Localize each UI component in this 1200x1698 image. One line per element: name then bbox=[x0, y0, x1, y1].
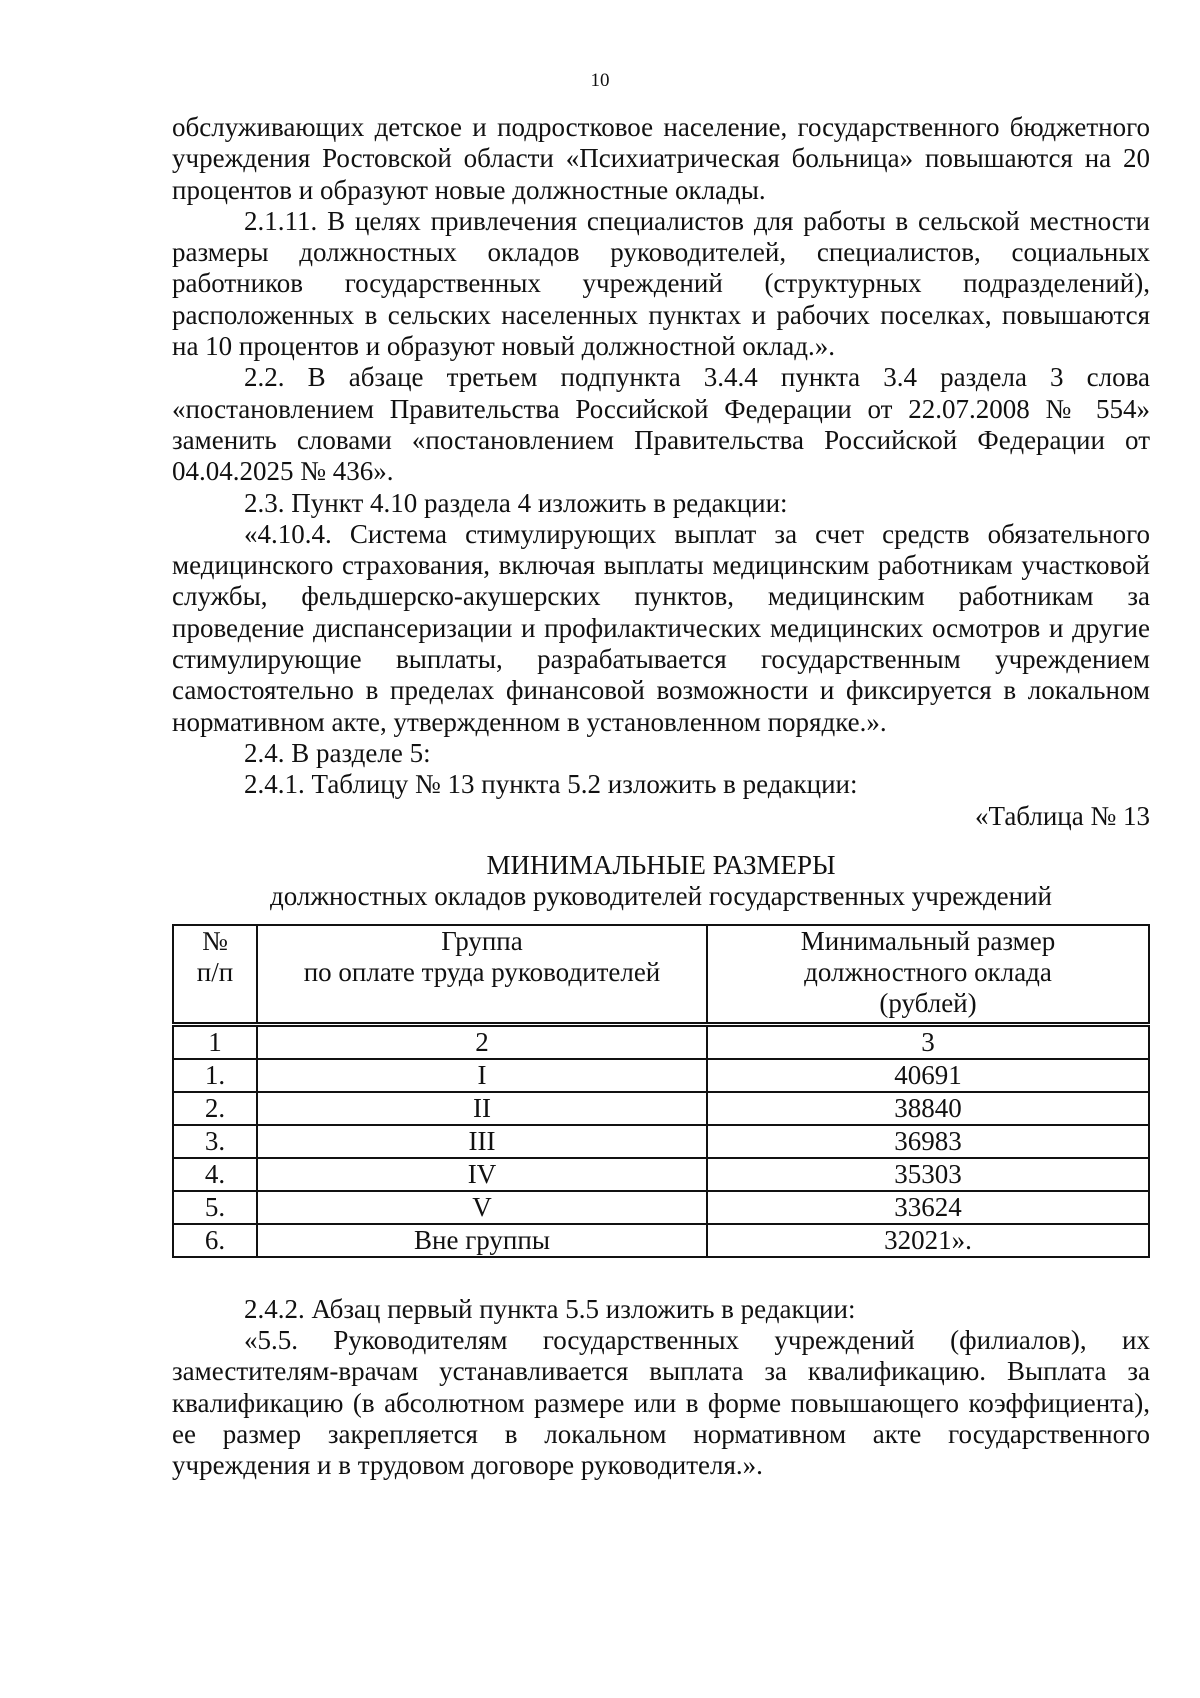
row-group: IV bbox=[257, 1158, 707, 1191]
paragraph: 2.3. Пункт 4.10 раздела 4 изложить в редакции: bbox=[244, 487, 788, 518]
salary-table bbox=[172, 924, 1150, 1258]
row-number: 2. bbox=[173, 1092, 257, 1125]
header-cell-number: № п/п bbox=[173, 925, 257, 1025]
row-group: I bbox=[257, 1059, 707, 1092]
paragraph: 2.2. В абзаце третьем подпункта 3.4.4 пункта 3.4 раздела 3 слова «постановлением Правительства Российской Федерации от 22.07.2008 № 554» заменить словами «постановлением Правительства Российской Федерации от 04.04.2025 № 436». bbox=[172, 362, 1150, 487]
row-salary: 33624 bbox=[707, 1191, 1149, 1224]
table-row bbox=[173, 1158, 1149, 1191]
header-cell-salary: Минимальный размер должностного оклада (рублей) bbox=[707, 925, 1149, 1025]
row-salary: 32021». bbox=[707, 1224, 1149, 1257]
table-row bbox=[173, 1224, 1149, 1257]
row-group: Вне группы bbox=[257, 1224, 707, 1257]
paragraph: обслуживающих детское и подростковое население, государственного бюджетного учреждения Ростовской области «Психиатрическая больница» повышаются на 20 процентов и образуют новые должностные оклады. bbox=[172, 112, 1150, 205]
table-row bbox=[173, 1059, 1149, 1092]
row-salary: 35303 bbox=[707, 1158, 1149, 1191]
document-body bbox=[172, 112, 1150, 1482]
row-salary: 40691 bbox=[707, 1059, 1149, 1092]
page-number: 10 bbox=[590, 70, 610, 91]
table-title: МИНИМАЛЬНЫЕ РАЗМЕРЫ bbox=[486, 849, 836, 880]
table-header-row bbox=[173, 925, 1149, 1025]
row-group: II bbox=[257, 1092, 707, 1125]
table-row bbox=[173, 1191, 1149, 1224]
table-row bbox=[173, 1125, 1149, 1158]
row-number: 3. bbox=[173, 1125, 257, 1158]
row-salary: 38840 bbox=[707, 1092, 1149, 1125]
row-salary: 36983 bbox=[707, 1125, 1149, 1158]
row-number: 5. bbox=[173, 1191, 257, 1224]
row-number: 6. bbox=[173, 1224, 257, 1257]
paragraph: «5.5. Руководителям государственных учреждений (филиалов), их заместителям-врачам устанавливается выплата за квалификацию. Выплата за квалификацию (в абсолютном размере или в форме повышающего коэффициента), ее размер закрепляется в локальном нормативном акте государственного учреждения и в трудовом договоре руководителя.». bbox=[172, 1325, 1150, 1481]
row-group: V bbox=[257, 1191, 707, 1224]
paragraph: 2.4. В разделе 5: bbox=[244, 737, 431, 768]
column-number-cell: 1 bbox=[173, 1024, 257, 1059]
row-number: 4. bbox=[173, 1158, 257, 1191]
column-number-row bbox=[173, 1024, 1149, 1059]
column-number-cell: 2 bbox=[257, 1024, 707, 1059]
header-cell-group: Группа по оплате труда руководителей bbox=[257, 925, 707, 1025]
paragraph: 2.4.2. Абзац первый пункта 5.5 изложить в редакции: bbox=[244, 1293, 856, 1324]
row-number: 1. bbox=[173, 1059, 257, 1092]
row-group: III bbox=[257, 1125, 707, 1158]
paragraph: «4.10.4. Система стимулирующих выплат за счет средств обязательного медицинского страхования, включая выплаты медицинским работникам участковой службы, фельдшерско-акушерских пунктов, медицинским работникам за проведение диспансеризации и профилактических медицинских осмотров и другие стимулирующие выплаты, разрабатывается государственным учреждением самостоятельно в пределах финансовой возможности и фиксируется в локальном нормативном акте, утвержденном в установленном порядке.». bbox=[172, 518, 1150, 737]
table-subtitle: должностных окладов руководителей государственных учреждений bbox=[269, 880, 1053, 911]
paragraph: 2.1.11. В целях привлечения специалистов для работы в сельской местности размеры должностных окладов руководителей, специалистов, социальных работников государственных учреждений (структурных подразделений), расположенных в сельских населенных пунктах и рабочих поселках, повышаются на 10 процентов и образуют новый должностной оклад.». bbox=[172, 205, 1150, 362]
table-label: «Таблица № 13 bbox=[975, 800, 1150, 831]
table-row bbox=[173, 1092, 1149, 1125]
column-number-cell: 3 bbox=[707, 1024, 1149, 1059]
paragraph: 2.4.1. Таблицу № 13 пункта 5.2 изложить в редакции: bbox=[244, 769, 858, 800]
